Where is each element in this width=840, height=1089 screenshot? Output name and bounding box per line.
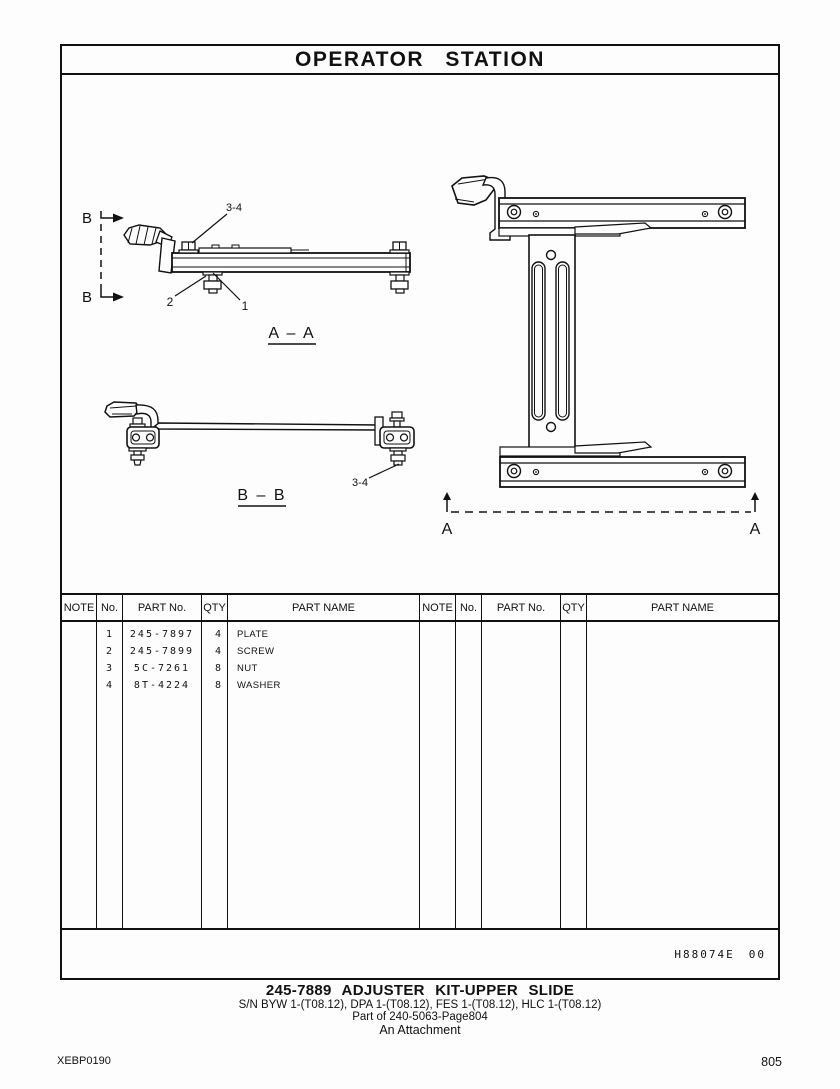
table-cell: 2 (105, 646, 114, 657)
column-qty-2 (561, 595, 587, 928)
section-b-label-top: B (81, 210, 93, 227)
section-b-label-bottom: B (81, 289, 93, 306)
table-cell: 245-7897 (129, 629, 195, 640)
sheet-frame (60, 44, 780, 980)
column-note-2 (420, 595, 456, 928)
column-header: QTY (561, 595, 586, 622)
page-number: 805 (761, 1055, 782, 1069)
column-no (97, 595, 123, 928)
column-qty (202, 595, 228, 928)
center-plate (529, 235, 575, 448)
column-part-name-2 (587, 595, 778, 928)
table-cell: 4 (214, 629, 222, 640)
section-arrow-icon (751, 492, 759, 500)
table-cell: 4 (214, 646, 222, 657)
table-cell: NUT (237, 663, 258, 674)
footer-part-of: Part of 240-5063-Page804 (352, 1011, 488, 1023)
screw-top-left (179, 242, 198, 253)
footer-part-title: 245-7889 ADJUSTER KIT-UPPER SLIDE (265, 982, 575, 999)
parts-table (62, 593, 778, 930)
upper-rail (499, 198, 745, 228)
title-bar (62, 46, 778, 75)
column-header: PART NAME (228, 595, 419, 622)
lower-latch (575, 442, 651, 453)
front-view-drawing (442, 176, 761, 538)
technical-drawing (62, 75, 778, 593)
doc-code-strip (62, 930, 778, 978)
slide-rail (172, 253, 410, 272)
column-part-no-2 (482, 595, 561, 928)
view-bb-label: B – B (237, 487, 287, 504)
callout-3-4: 3-4 (226, 202, 242, 214)
clamp-right (375, 412, 414, 465)
footer-serial-line: S/N BYW 1-(T08.12), DPA 1-(T08.12), FES 1-(T08.12), HLC 1-(T08.12) (238, 999, 602, 1011)
table-cell: 4 (105, 680, 114, 691)
table-cell: 3 (105, 663, 114, 674)
callout-3-4: 3-4 (352, 477, 368, 489)
page-title: OPERATOR STATION (295, 47, 545, 71)
section-arrow-icon (113, 293, 124, 302)
callout-2: 2 (166, 295, 174, 309)
section-a-label-left: A (441, 521, 453, 538)
footer-attachment: An Attachment (379, 1023, 461, 1037)
table-cell: 245-7899 (129, 646, 195, 657)
table-cell: PLATE (237, 629, 269, 640)
table-cell: 8 (214, 663, 222, 674)
view-bb-drawing (105, 402, 414, 506)
cross-bar (155, 423, 380, 430)
view-aa-drawing (124, 202, 410, 344)
column-part-name (228, 595, 420, 928)
section-b-marker (82, 210, 124, 306)
column-part-no (123, 595, 202, 928)
doc-code: H88074E (674, 947, 735, 961)
section-a-label-right: A (749, 521, 761, 538)
doc-id: XEBP0190 (57, 1055, 111, 1067)
column-note (62, 595, 97, 928)
column-header: No. (456, 595, 481, 622)
screw-top-right (390, 242, 409, 253)
drawing-area (62, 75, 778, 593)
column-header: PART NAME (587, 595, 778, 622)
column-header: PART No. (123, 595, 201, 622)
table-cell: WASHER (237, 680, 281, 691)
column-no-2 (456, 595, 482, 928)
doc-revision: 00 (748, 947, 766, 961)
plate-part (199, 248, 291, 253)
view-aa-label: A – A (268, 325, 316, 342)
table-cell: 8 (214, 680, 222, 691)
table-cell: 1 (105, 629, 114, 640)
table-cell: 5C-7261 (133, 663, 191, 674)
table-cell: 8T-4224 (133, 680, 191, 691)
nut-bottom-right (390, 272, 409, 293)
handle-pedal (105, 402, 140, 417)
column-header: No. (97, 595, 122, 622)
column-header: NOTE (420, 595, 455, 622)
nut-bottom-left (203, 272, 222, 293)
section-a-marker (442, 492, 761, 538)
table-cell: SCREW (237, 646, 275, 657)
lower-rail (500, 457, 745, 487)
column-header: NOTE (62, 595, 96, 622)
section-arrow-icon (113, 214, 124, 223)
column-header: PART No. (482, 595, 560, 622)
column-header: QTY (202, 595, 227, 622)
callout-1: 1 (241, 299, 249, 313)
section-arrow-icon (443, 492, 451, 500)
